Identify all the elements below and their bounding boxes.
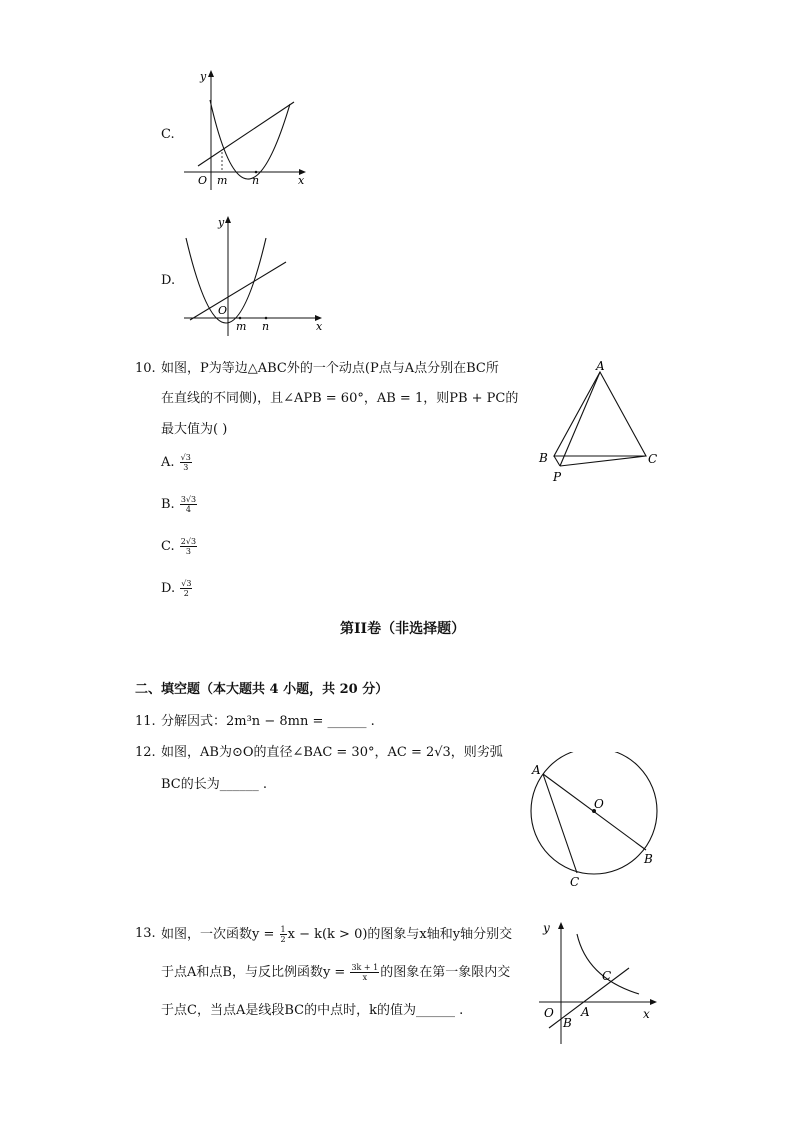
q13-half-fraction: $\frac{1}{2}$ <box>280 925 286 944</box>
q12-label-c: C <box>570 875 580 889</box>
q13-label-o: O <box>544 1006 554 1020</box>
q10-line2: 在直线的不同侧)，且∠APB = 60°，AB = 1，则PB + PC的 <box>161 391 519 406</box>
q10-option-d-fraction: $\frac{√3}{2}$ <box>181 579 192 598</box>
q10-option-c-label: C. <box>161 539 175 554</box>
q10-line1: 如图，P为等边△ABC外的一个动点(P点与A点分别在BC所 <box>161 361 499 376</box>
q10-option-d-label: D. <box>161 581 176 596</box>
q13-label-y: y <box>543 921 550 935</box>
d-n: n <box>262 320 270 333</box>
q13-label-x: x <box>643 1007 650 1021</box>
q10-label-c: C <box>648 452 658 466</box>
section2-title: 二、填空题（本大题共 4 小题，共 20 分） <box>135 682 389 697</box>
q10-option-b-label: B. <box>161 497 175 512</box>
q12-line1: 如图，AB为⊙O的直径∠BAC = 30°，AC = 2√3，则劣弧 <box>161 745 503 760</box>
q10-label-a: A <box>596 359 605 373</box>
q12-number: 12. <box>135 745 156 760</box>
q13-graph-figure <box>535 916 665 1048</box>
q10-number: 10. <box>135 361 156 376</box>
q11-number: 11. <box>135 714 156 729</box>
q13-number: 13. <box>135 926 156 941</box>
q12-line2: BC的长为______ . <box>161 777 268 792</box>
q10-option-c <box>161 537 198 556</box>
q10-option-b-fraction: $\frac{3√3}{4}$ <box>180 495 197 514</box>
c-axis-x: x <box>298 174 305 187</box>
q13-line1-part-b: x − k(k > 0)的图象与x轴和y轴分别交 <box>287 927 513 942</box>
q13-line2 <box>161 963 510 982</box>
option-d-graph <box>180 212 330 338</box>
q13-inverse-fraction: $\frac{3k + 1}{x}$ <box>351 963 379 982</box>
q10-option-a-fraction: $\frac{√3}{3}$ <box>180 453 191 472</box>
q10-triangle-figure <box>530 358 670 488</box>
c-axis-y: y <box>200 70 207 83</box>
q10-option-a-label: A. <box>161 455 175 470</box>
q13-label-b: B <box>563 1016 572 1030</box>
q13-line2-part-a: 于点A和点B，与反比例函数y = <box>161 965 350 980</box>
q12-label-o: O <box>594 797 604 811</box>
d-axis-x: x <box>316 320 323 333</box>
q13-line1 <box>161 925 512 944</box>
d-m: m <box>236 320 247 333</box>
q12-label-a: A <box>532 763 541 777</box>
q10-option-b <box>161 495 198 514</box>
q13-line1-part-a: 如图，一次函数y = <box>161 927 279 942</box>
q13-label-a: A <box>581 1005 590 1019</box>
q13-line2-part-b: 的图象在第一象限内交 <box>380 965 511 980</box>
d-origin: O <box>218 304 228 317</box>
q10-option-d <box>161 579 193 598</box>
q10-label-p: P <box>553 470 562 484</box>
option-d-label: D. <box>161 273 176 288</box>
part2-title: 第II卷（非选择题） <box>340 621 466 637</box>
q13-label-c: C <box>602 969 612 983</box>
q10-option-c-fraction: $\frac{2√3}{3}$ <box>180 537 197 556</box>
c-m: m <box>217 174 228 187</box>
q12-label-b: B <box>644 852 653 866</box>
c-n: n <box>252 174 260 187</box>
q12-circle-figure <box>525 752 670 894</box>
option-c-graph <box>180 66 310 192</box>
q11-text: 分解因式：2m³n − 8mn = ______ . <box>161 714 375 729</box>
q13-line3: 于点C，当点A是线段BC的中点时，k的值为______ . <box>161 1003 464 1018</box>
option-c-label: C. <box>161 127 175 142</box>
d-axis-y: y <box>218 216 225 229</box>
c-origin: O <box>198 174 208 187</box>
q10-label-b: B <box>539 451 548 465</box>
q10-option-a <box>161 453 193 472</box>
q10-line3: 最大值为( ) <box>161 422 228 437</box>
